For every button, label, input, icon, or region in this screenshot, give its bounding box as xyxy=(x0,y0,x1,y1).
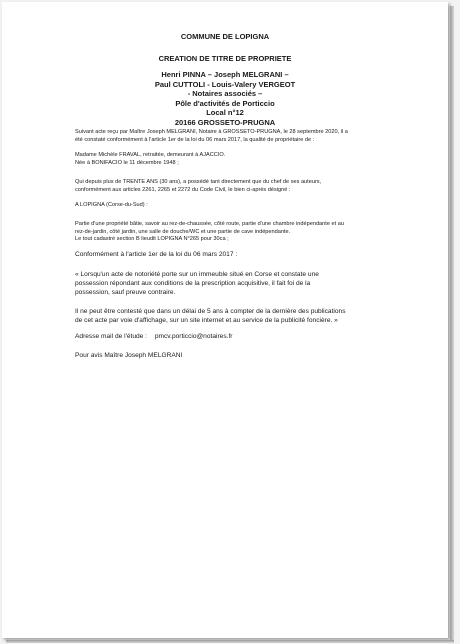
text-line: Qui depuis plus de TRENTE ANS (30 ans), a possédé tant directement que du chef de ses auteurs, xyxy=(75,179,322,185)
text-line: Madame Michèle FRAVAL, retraitée, demeurant à AJACCIO. xyxy=(75,152,226,158)
notaries-line: Local n°12 xyxy=(206,108,244,118)
text-line: Il ne peut être contesté que dans un délai de 5 ans à compter de la dernière des publications xyxy=(75,308,346,315)
signature-line xyxy=(75,351,397,360)
intro-paragraph xyxy=(75,129,397,144)
notaries-line: Pôle d'activités de Porticcio xyxy=(175,98,275,108)
text-line: été constaté conformément à l'article 1er de la loi du 06 mars 2017, la qualité de propriétaire de : xyxy=(75,136,315,143)
email-label: Adresse mail de l'étude : xyxy=(75,333,147,340)
email-address: pmcv.porticcio@notaires.fr xyxy=(154,333,233,340)
text-line: « Lorsqu'un acte de notoriété porte sur un immeuble situé en Corse et constate une xyxy=(75,271,319,278)
owner-paragraph xyxy=(75,152,397,167)
law-quote-paragraph-1 xyxy=(75,270,397,298)
email-line xyxy=(75,332,397,341)
notaries-line: Henri PINNA – Joseph MELGRANI – xyxy=(161,70,289,79)
location-line xyxy=(75,202,397,210)
law-intro xyxy=(75,250,397,259)
page-shadow-right xyxy=(450,6,454,642)
notaries-line: - Notaires associés – xyxy=(187,89,263,99)
document-title: CREATION DE TITRE DE PROPRIETE xyxy=(158,54,292,63)
notaries-line: 20166 GROSSETO-PRUGNA xyxy=(174,117,276,127)
notaries-line: Paul CUTTOLI - Louis-Valery VERGEOT xyxy=(154,79,296,89)
text-line: conformément aux articles 2261, 2265 et 2272 du Code Civil, le bien ci-après désigné : xyxy=(75,186,291,193)
document-page xyxy=(2,2,448,638)
text-line: possession, sauf preuve contraire. xyxy=(75,289,176,297)
law-quote-paragraph-2 xyxy=(75,307,397,325)
text-line: de cet acte par voie d'affichage, sur un site internet et au service de la publicité foncière. » xyxy=(75,317,338,325)
possession-paragraph xyxy=(75,179,397,194)
text-line: rez-de-jardin, côté jardin, une salle de douche/WC et une partie de cave indépendante. xyxy=(75,228,291,235)
text-line: Partie d'une propriété bâtie, savoir au rez-de-chaussée, côté route, partie d'une chambre indépendante et au xyxy=(75,221,344,227)
text-line: Le tout cadastré section B lieudit LOPIGNA N°265 pour 30ca ; xyxy=(75,236,229,243)
commune-title: COMMUNE DE LOPIGNA xyxy=(180,32,270,41)
text-line: Née à BONIFACIO le 11 décembre 1948 ; xyxy=(75,159,179,166)
property-paragraph xyxy=(75,221,397,244)
text-line: Conformément à l'article 1er de la loi du 06 mars 2017 : xyxy=(75,251,238,258)
text-line: Pour avis Maître Joseph MELGRANI xyxy=(75,352,183,359)
text-line: Suivant acte reçu par Maître Joseph MELGRANI, Notaire à GROSSETO-PRUGNA, le 28 septembre 2020, il a xyxy=(75,129,348,135)
text-line: possession répondant aux conditions de la prescription acquisitive, il fait foi de la xyxy=(75,280,311,288)
notaries-block xyxy=(2,70,448,128)
text-line: A LOPIGNA (Corse-du-Sud) : xyxy=(75,202,148,208)
page-shadow-bottom xyxy=(6,640,454,643)
